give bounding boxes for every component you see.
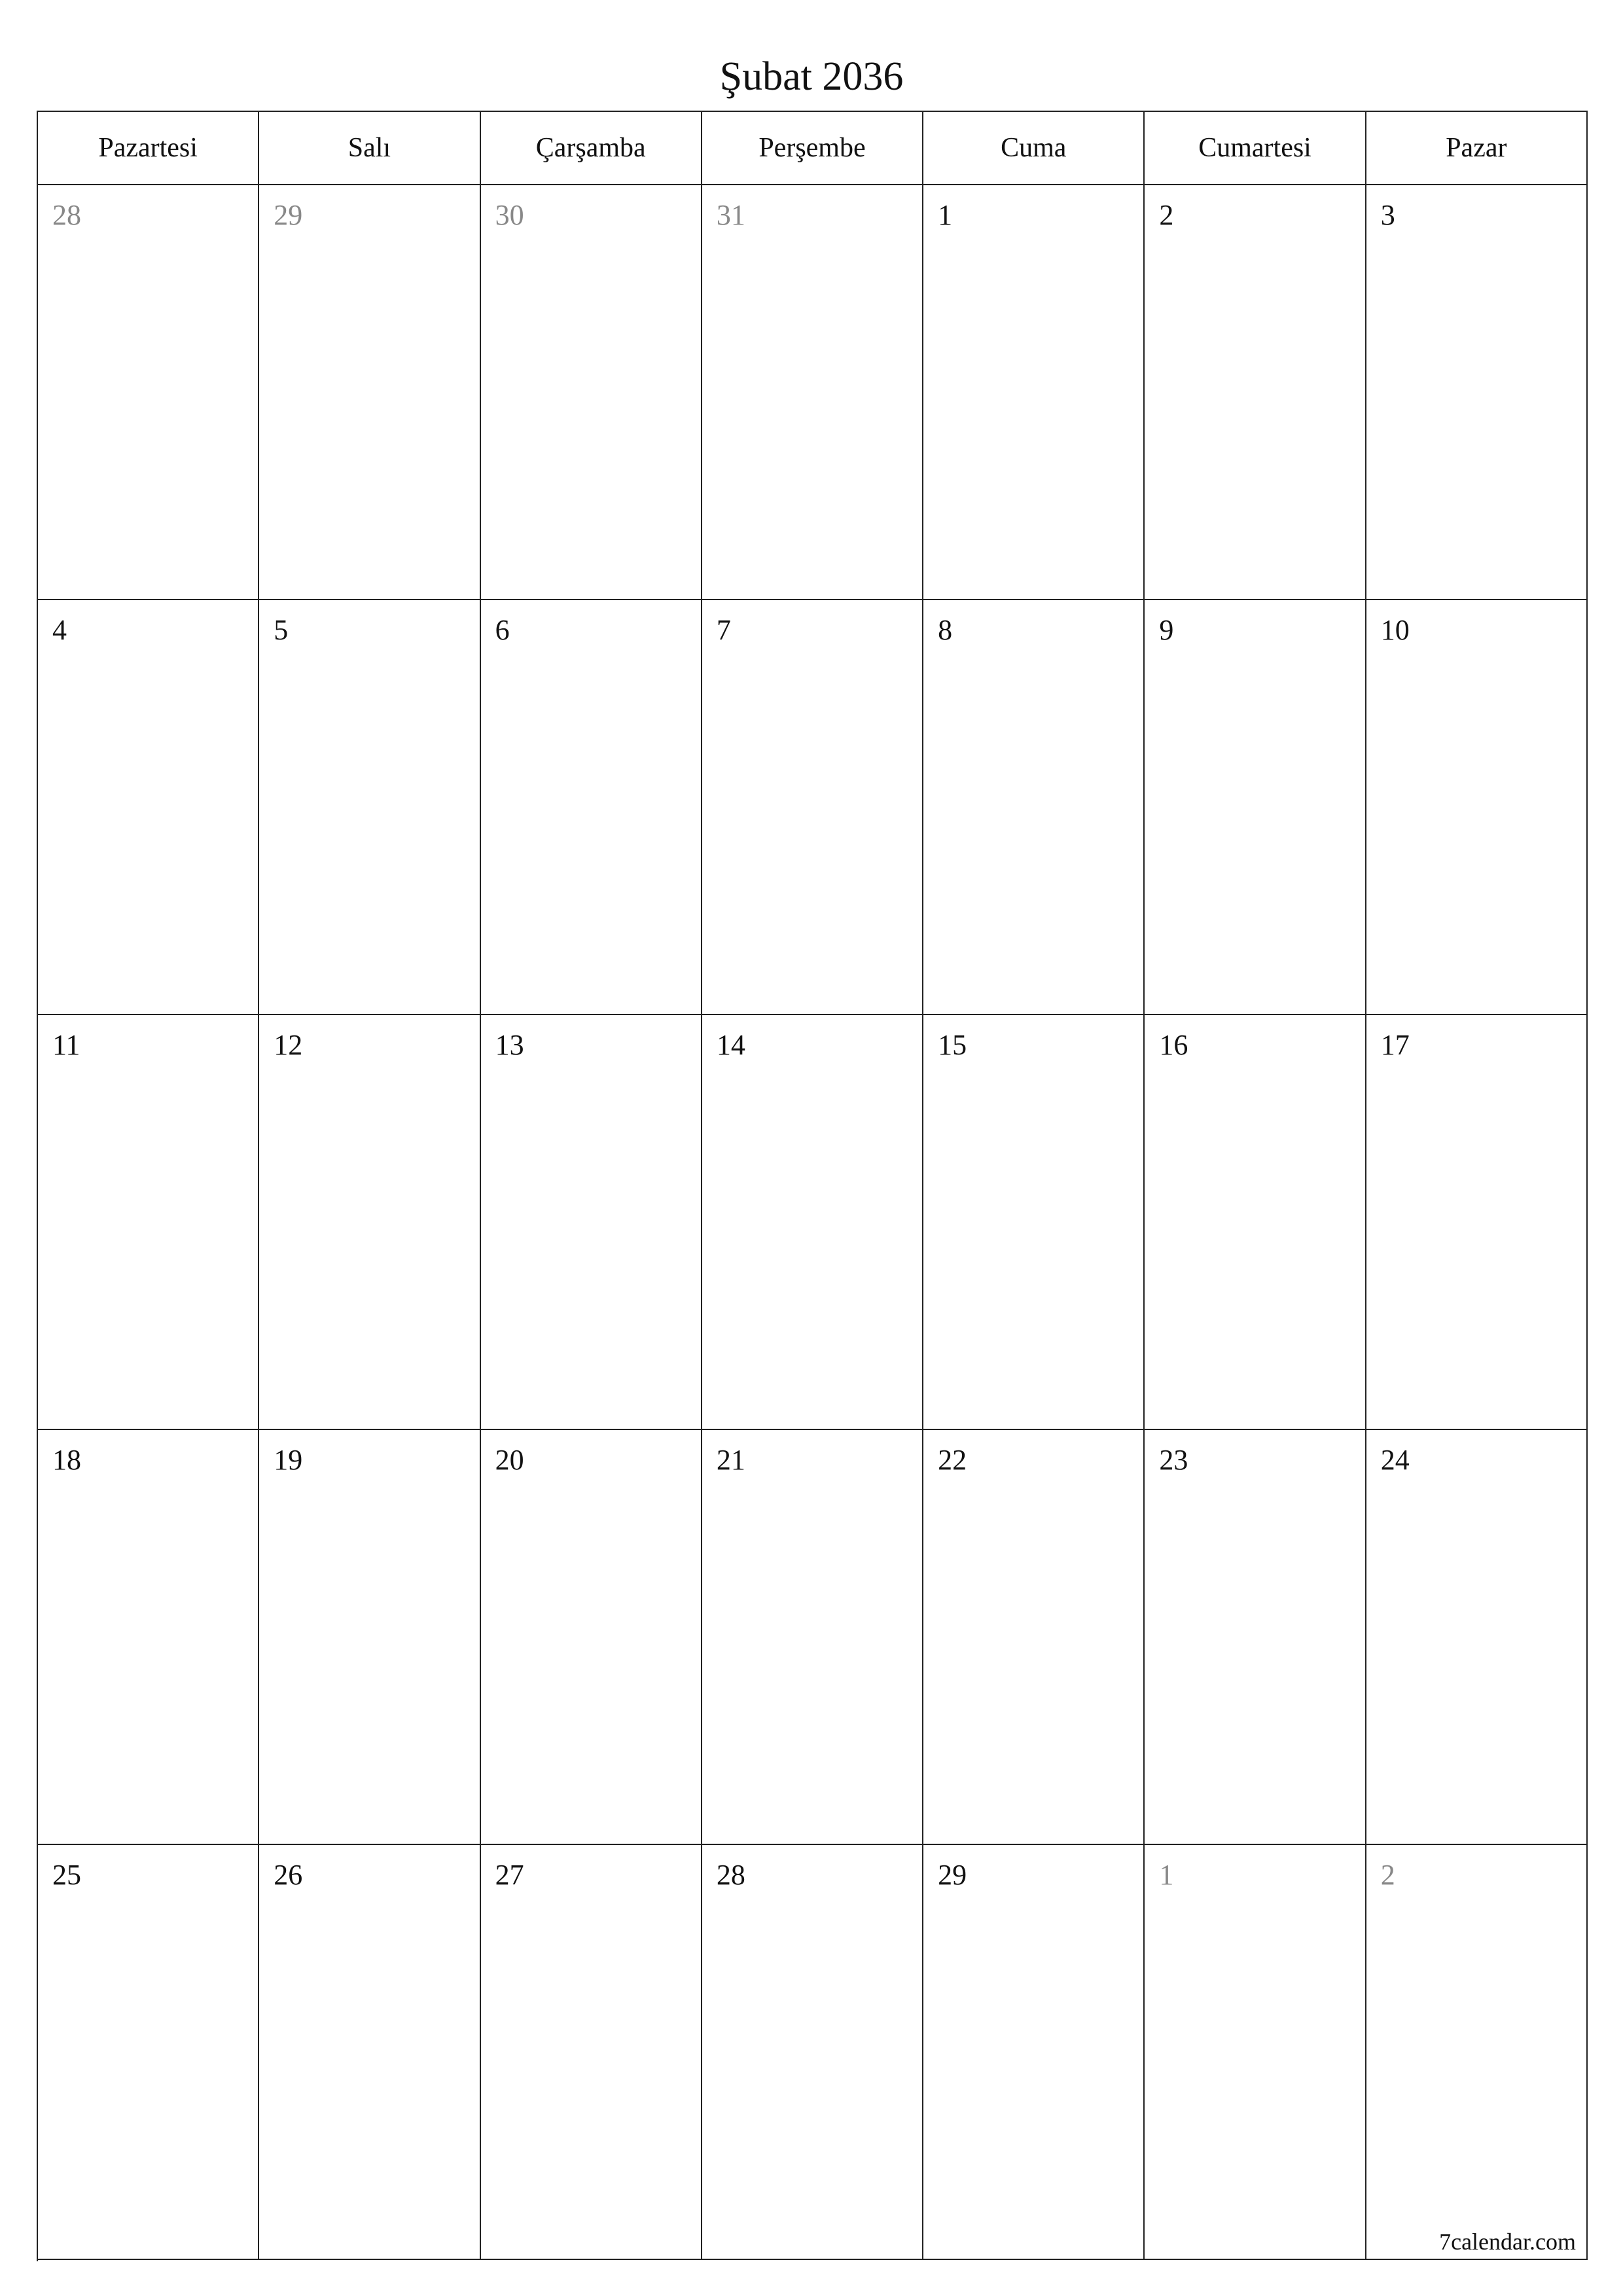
day-cell (481, 1430, 702, 1845)
day-number: 30 (495, 199, 524, 231)
day-cell (923, 1015, 1145, 1430)
day-cell (1145, 600, 1366, 1015)
day-number: 1 (1159, 1859, 1174, 1891)
day-cell (38, 1015, 259, 1430)
day-cell (1366, 185, 1588, 600)
day-number: 23 (1159, 1444, 1188, 1476)
day-cell (259, 1015, 480, 1430)
day-cell (1145, 1430, 1366, 1845)
weekday-header: Cuma (923, 112, 1145, 185)
day-cell (259, 1430, 480, 1845)
day-number: 9 (1159, 614, 1174, 646)
day-cell (1366, 1015, 1588, 1430)
day-cell (1145, 1015, 1366, 1430)
day-cell (38, 185, 259, 600)
day-number: 20 (495, 1444, 524, 1476)
day-number: 31 (716, 199, 745, 231)
weekday-header: Salı (259, 112, 480, 185)
day-number: 12 (274, 1029, 303, 1061)
day-number: 11 (52, 1029, 80, 1061)
day-number: 3 (1380, 199, 1395, 231)
day-cell (923, 185, 1145, 600)
day-cell (923, 1430, 1145, 1845)
day-number: 22 (938, 1444, 967, 1476)
day-cell (481, 185, 702, 600)
day-number: 2 (1380, 1859, 1395, 1891)
day-number: 26 (274, 1859, 303, 1891)
weekday-header: Pazartesi (38, 112, 259, 185)
day-cell (481, 600, 702, 1015)
day-number: 2 (1159, 199, 1174, 231)
day-cell (38, 600, 259, 1015)
day-number: 6 (495, 614, 510, 646)
calendar-grid (37, 111, 1588, 2261)
day-cell (1145, 185, 1366, 600)
day-number: 18 (52, 1444, 81, 1476)
weekday-header-row (38, 112, 1588, 185)
day-number: 17 (1380, 1029, 1410, 1061)
day-number: 28 (716, 1859, 745, 1891)
page-title: Şubat 2036 (719, 54, 904, 99)
day-cell (38, 1430, 259, 1845)
day-cell (259, 185, 480, 600)
day-number: 21 (716, 1444, 745, 1476)
day-cell (481, 1015, 702, 1430)
day-cell (259, 1845, 480, 2260)
weekday-header: Perşembe (702, 112, 923, 185)
week-row (38, 1845, 1588, 2260)
day-cell (259, 600, 480, 1015)
day-number: 25 (52, 1859, 81, 1891)
weekday-header: Çarşamba (481, 112, 702, 185)
day-cell (702, 1430, 923, 1845)
day-number: 28 (52, 199, 81, 231)
day-number: 14 (716, 1029, 745, 1061)
weekday-header: Cumartesi (1145, 112, 1366, 185)
day-cell (1366, 600, 1588, 1015)
day-number: 13 (495, 1029, 524, 1061)
day-number: 7 (716, 614, 731, 646)
day-number: 27 (495, 1859, 524, 1891)
day-cell (481, 1845, 702, 2260)
day-number: 10 (1380, 614, 1410, 646)
day-number: 24 (1380, 1444, 1410, 1476)
day-cell (1366, 1845, 1588, 2260)
day-number: 4 (52, 614, 67, 646)
day-number: 16 (1159, 1029, 1188, 1061)
week-row (38, 1430, 1588, 1845)
day-number: 29 (938, 1859, 967, 1891)
day-cell (923, 600, 1145, 1015)
week-row (38, 600, 1588, 1015)
day-cell (702, 600, 923, 1015)
day-cell (1145, 1845, 1366, 2260)
day-cell (702, 185, 923, 600)
day-number: 15 (938, 1029, 967, 1061)
week-row (38, 185, 1588, 600)
day-cell (702, 1015, 923, 1430)
site-credit: 7calendar.com (1439, 2229, 1576, 2255)
week-row (38, 1015, 1588, 1430)
day-number: 19 (274, 1444, 303, 1476)
day-number: 1 (938, 199, 953, 231)
day-cell (702, 1845, 923, 2260)
day-number: 5 (274, 614, 289, 646)
day-number: 8 (938, 614, 953, 646)
weekday-header: Pazar (1366, 112, 1588, 185)
day-cell (38, 1845, 259, 2260)
day-number: 29 (274, 199, 303, 231)
day-cell (923, 1845, 1145, 2260)
day-cell (1366, 1430, 1588, 1845)
